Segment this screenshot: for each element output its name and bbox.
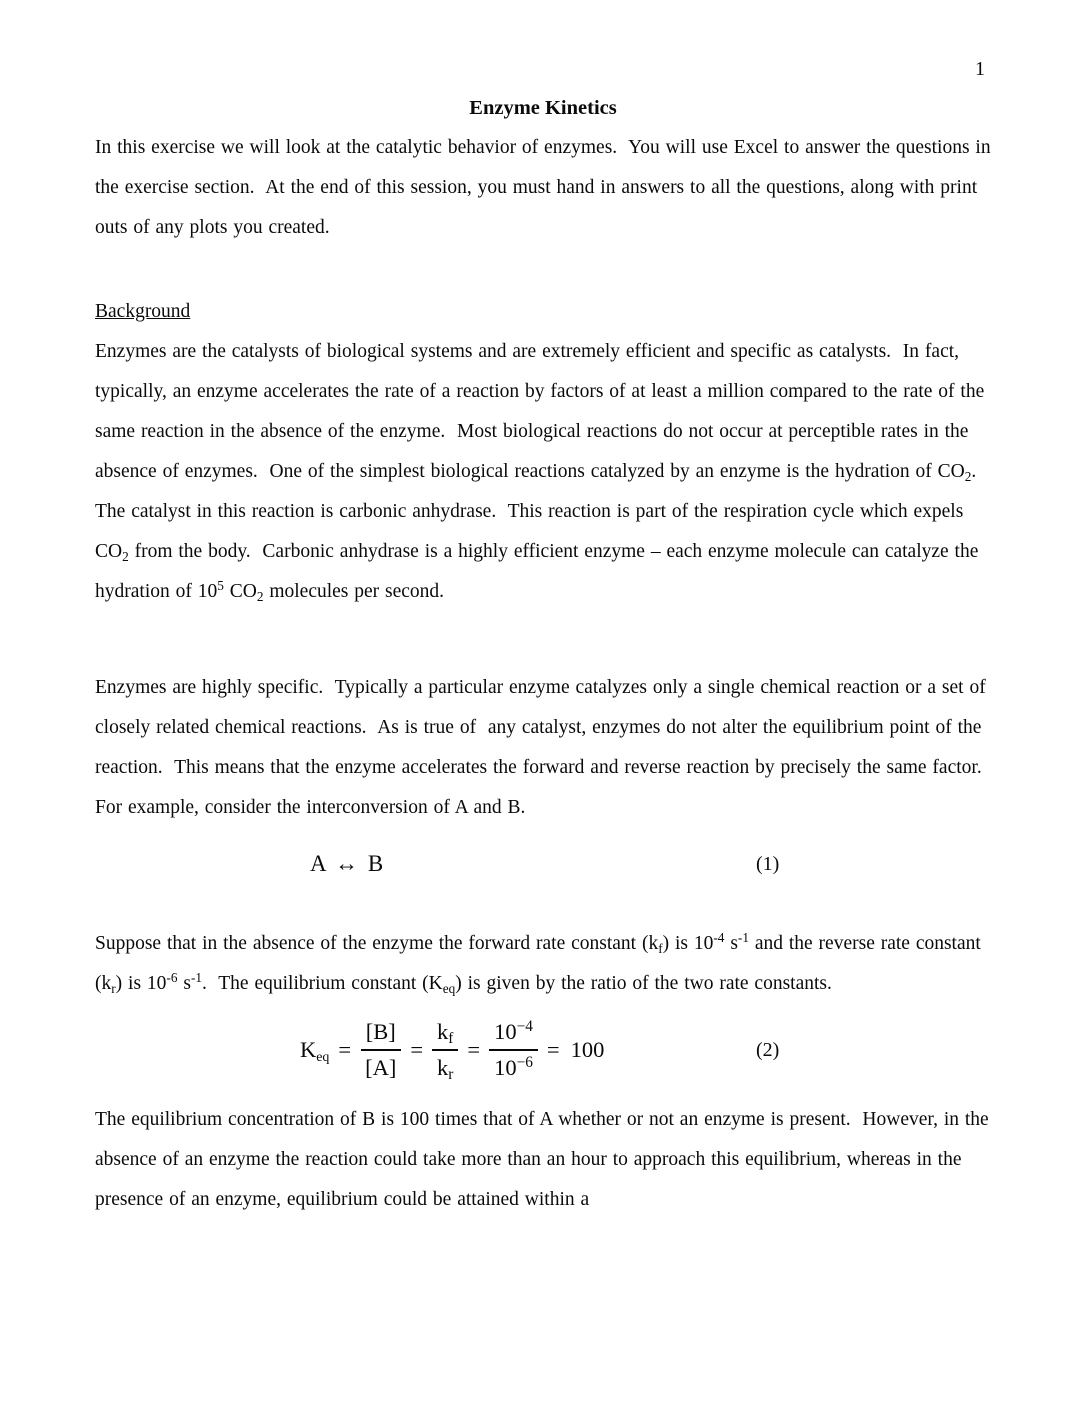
background-heading: Background (95, 301, 191, 322)
equilibrium-paragraph: The equilibrium concentration of B is 100 times that of A whether or not an enzyme is present. However, in the absence of an enzyme the reaction could take more than an hour to approach this equilibrium, whereas in the presence of an enzyme, equilibrium could be attained within a (95, 1109, 995, 1210)
equals-sign: = (410, 1037, 424, 1062)
fraction-denominator-1e-6: $10^{-6}$ (494, 1054, 533, 1080)
fraction-denominator-kr: $k_r$ (437, 1055, 454, 1084)
background-paragraph: Enzymes are the catalysts of biological systems and are extremely efficient and specific as catalysts. In fact, typically, an enzyme accelerates the rate of a reaction by factors of at least a million compared to the rate of the same reaction in the absence of the enzyme. Most biological reactions do not occur at perceptible rates in the absence of enzymes. One of the simplest biological reactions catalyzed by an enzyme is the hydration of $CO_2$. The catalyst in this reaction is carbonic anhydrase. This reaction is part of the respiration cycle which expels $CO_2$ from the body. Carbonic anhydrase is a highly efficient enzyme – each enzyme molecule can catalyze the hydration of $10^5$ $CO_2$ molecules per second. (95, 341, 991, 604)
fraction-denominator-A: [A] (365, 1055, 397, 1080)
equation-1 (95, 844, 991, 884)
equation-1-body: A ↔ B (310, 851, 386, 876)
concentration-fraction (360, 1018, 401, 1082)
page-content (95, 88, 997, 1220)
power-fraction (489, 1018, 538, 1082)
equation-2-body (300, 1018, 604, 1082)
equation-result: 100 (570, 1037, 605, 1062)
fraction-numerator-1e-4: $10^{-4}$ (489, 1018, 538, 1051)
equation-1-number: (1) (756, 853, 780, 875)
fraction-numerator-B: [B] (361, 1018, 401, 1051)
rate-constants-paragraph: Suppose that in the absence of the enzyme the forward rate constant $(k_f)$ is $10^{-4}$ $s^{-1}$ and the reverse rate constant $(k_r)$ is $10^{-6}$ $s^{-1}$. The equilibrium constant $(K_{eq})$ is given by the ratio of the two rate constants. (95, 930, 987, 996)
equals-sign: = (467, 1037, 481, 1062)
equals-sign: = (546, 1037, 560, 1062)
fraction-numerator-kf: $k_f$ (432, 1018, 458, 1051)
keq-symbol: $K_{eq}$ (300, 1037, 330, 1065)
equation-2 (95, 1008, 991, 1092)
equals-sign: = (338, 1037, 352, 1062)
specificity-paragraph: Enzymes are highly specific. Typically a particular enzyme catalyzes only a single chemical reaction or a set of closely related chemical reactions. As is true of any catalyst, enzymes do not alter the equilibrium point of the reaction. This means that the enzyme accelerates the forward and reverse reaction by precisely the same factor. For example, consider the interconversion of A and B. (95, 677, 994, 818)
equation-2-number: (2) (756, 1039, 780, 1061)
page-number: 1 (975, 58, 985, 80)
document-title: Enzyme Kinetics (469, 97, 617, 119)
rate-constant-fraction (432, 1018, 458, 1082)
intro-paragraph: In this exercise we will look at the catalytic behavior of enzymes. You will use Excel to answer the questions in the exercise section. At the end of this session, you must hand in answers to all the questions, along with print outs of any plots you created. (95, 137, 997, 238)
